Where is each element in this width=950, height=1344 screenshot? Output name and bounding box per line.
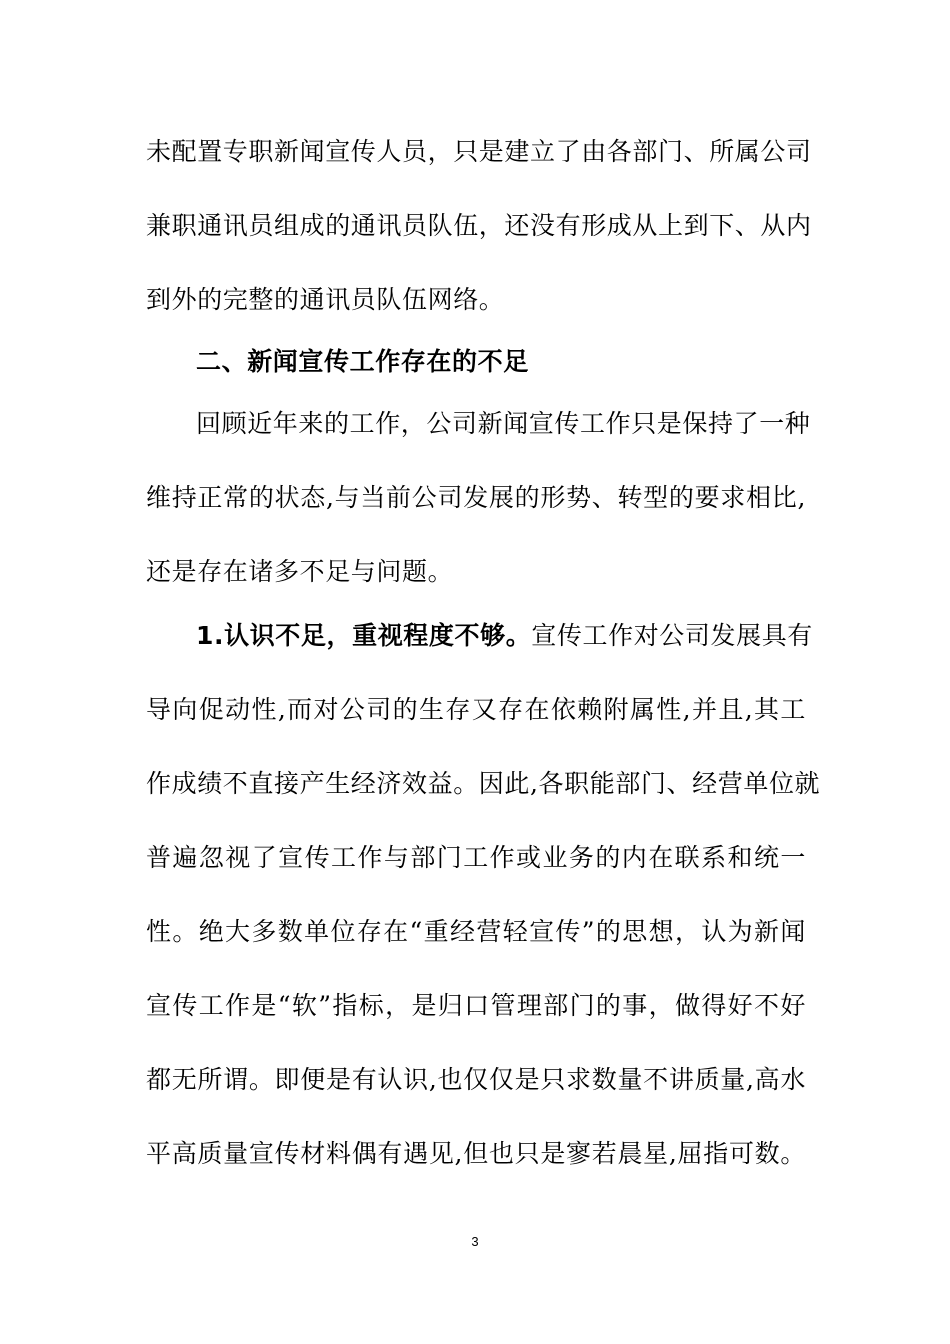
body-text-run: 宣传工作对公司发展具有	[531, 621, 813, 650]
subsection-heading: 1.认识不足，重视程度不够。	[196, 621, 532, 650]
section-heading: 二、新闻宣传工作存在的不足	[196, 347, 529, 376]
page-number: 3	[471, 1234, 479, 1249]
body-text-line: 还是存在诸多不足与问题。	[146, 557, 454, 586]
body-text-line: 回顾近年来的工作，公司新闻宣传工作只是保持了一种	[196, 409, 811, 438]
body-text-line: 性。绝大多数单位存在“重经营轻宣传”的思想，认为新闻	[146, 917, 806, 946]
body-text-line: 到外的完整的通讯员队伍网络。	[146, 285, 505, 314]
subsection-line	[196, 616, 813, 656]
body-text-line: 平高质量宣传材料偶有遇见,但也只是寥若晨星,屈指可数。	[146, 1139, 806, 1168]
body-text-line: 作成绩不直接产生经济效益。因此,各职能部门、经营单位就	[146, 769, 821, 798]
body-text-line: 普遍忽视了宣传工作与部门工作或业务的内在联系和统一	[146, 843, 806, 872]
body-text-line: 未配置专职新闻宣传人员，只是建立了由各部门、所属公司	[146, 137, 812, 166]
body-text-line: 维持正常的状态,与当前公司发展的形势、转型的要求相比,	[146, 483, 806, 512]
body-text-line: 兼职通讯员组成的通讯员队伍，还没有形成从上到下、从内	[146, 211, 812, 240]
body-text-line: 宣传工作是“软”指标，是归口管理部门的事，做得好不好	[146, 991, 806, 1020]
body-text-line: 都无所谓。即便是有认识,也仅仅是只求数量不讲质量,高水	[146, 1065, 806, 1094]
body-text-line: 导向促动性,而对公司的生存又存在依赖附属性,并且,其工	[146, 695, 806, 724]
